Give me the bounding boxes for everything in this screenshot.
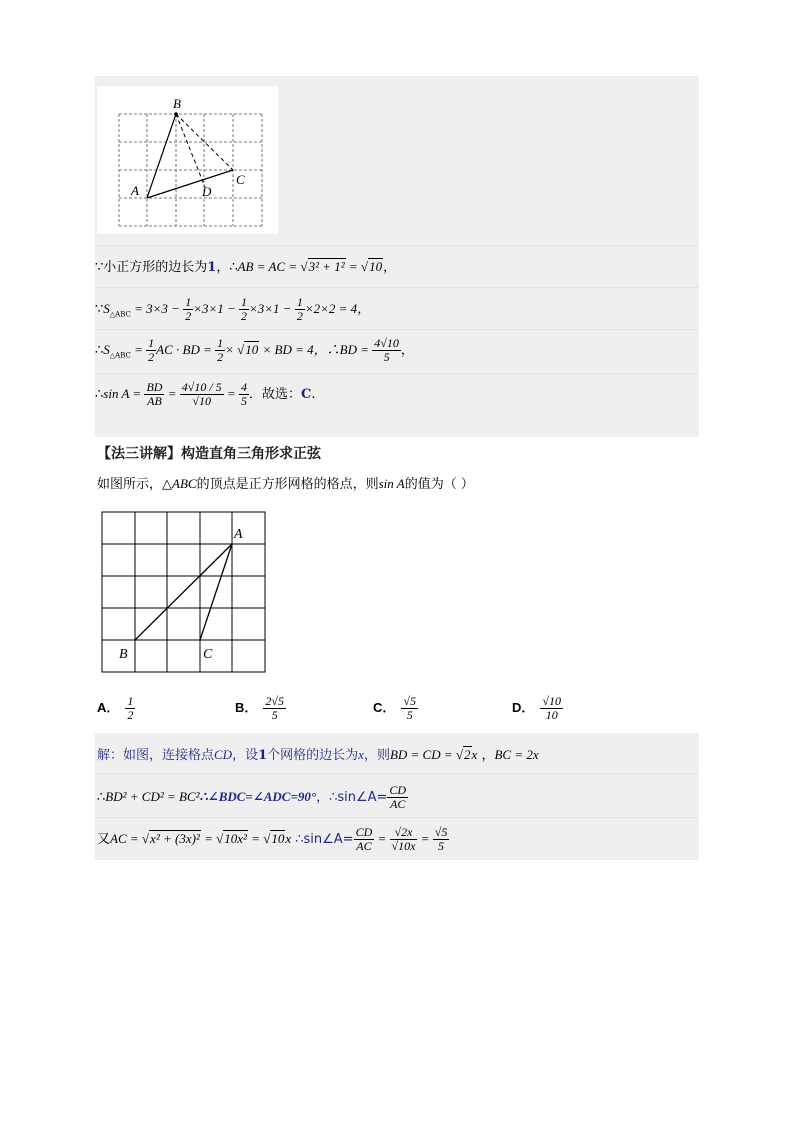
divider <box>95 329 699 330</box>
divider <box>95 817 699 818</box>
option-c[interactable]: C． $\frac{√5}{5}$ <box>373 694 416 722</box>
divider <box>95 373 699 374</box>
figure-1-svg <box>97 86 278 234</box>
solution2-line1: 解：如图，连接格点CD，设1个网格的边长为x，则BD = CD = √2x ，BC = 2x <box>97 747 539 763</box>
figure-1 <box>97 86 278 234</box>
fig1-label-d: D <box>202 184 212 199</box>
option-b[interactable]: B． $\frac{2√5}{5}$ <box>235 694 284 722</box>
fig2-label-b: B <box>119 647 128 662</box>
fig1-label-a: A <box>131 183 139 198</box>
solution1-line1: ∵小正方形的边长为1，∴AB = AC = √3² + 1² = √10， <box>95 259 397 275</box>
solution2-line3: 又AC = √x² + (3x)² = √10x² = √10x ∴sin∠A= $\frac{CD}{AC}$ = $\frac{√2x}{√10x}$ = $\frac{√5}{5}$ <box>97 825 448 853</box>
divider <box>95 287 699 288</box>
option-a[interactable]: A． $\frac{1}{2}$ <box>97 694 134 722</box>
figure-2-svg <box>100 510 270 676</box>
divider <box>95 245 699 246</box>
figure-2 <box>100 510 270 676</box>
section-title: 【法三讲解】构造直角三角形求正弦 <box>97 446 321 462</box>
option-d[interactable]: D． $\frac{√10}{10}$ <box>512 694 561 722</box>
fig1-label-b: B <box>173 96 181 111</box>
solution1-line3: $\therefore S_{\triangle ABC}$ = $\frac{1}{2}$ AC · BD = $\frac{1}{2}$ × √10 × BD = 4，∴BD = $\frac{4√10}{5}$ ， <box>95 336 414 364</box>
question-text: 如图所示，△ABC的顶点是正方形网格的格点，则sin A的值为（ ） <box>97 476 474 492</box>
solution1-line4: ∴sin A = $\frac{BD}{AB}$ = $\frac{4√10 / 5}{√10}$ = $\frac{4}{5}$ ．故选：C. <box>95 380 316 408</box>
fig2-label-c: C <box>203 647 213 662</box>
fig2-label-a: A <box>234 527 243 542</box>
fig1-label-c: C <box>236 172 245 187</box>
solution2-line2: ∴BD² + CD² = BC²∴∠BDC=∠ADC=90°，∴sin∠A= $\frac{CD}{AC}$ <box>97 783 407 811</box>
solution1-line2: $\because S_{\triangle ABC} = 3\times 3$ − $\frac{1}{2}$ ×3×1 − $\frac{1}{2}$ ×3×1 − $\frac{1}{2}$ ×2×2 = 4， <box>95 295 371 323</box>
divider <box>95 773 699 774</box>
